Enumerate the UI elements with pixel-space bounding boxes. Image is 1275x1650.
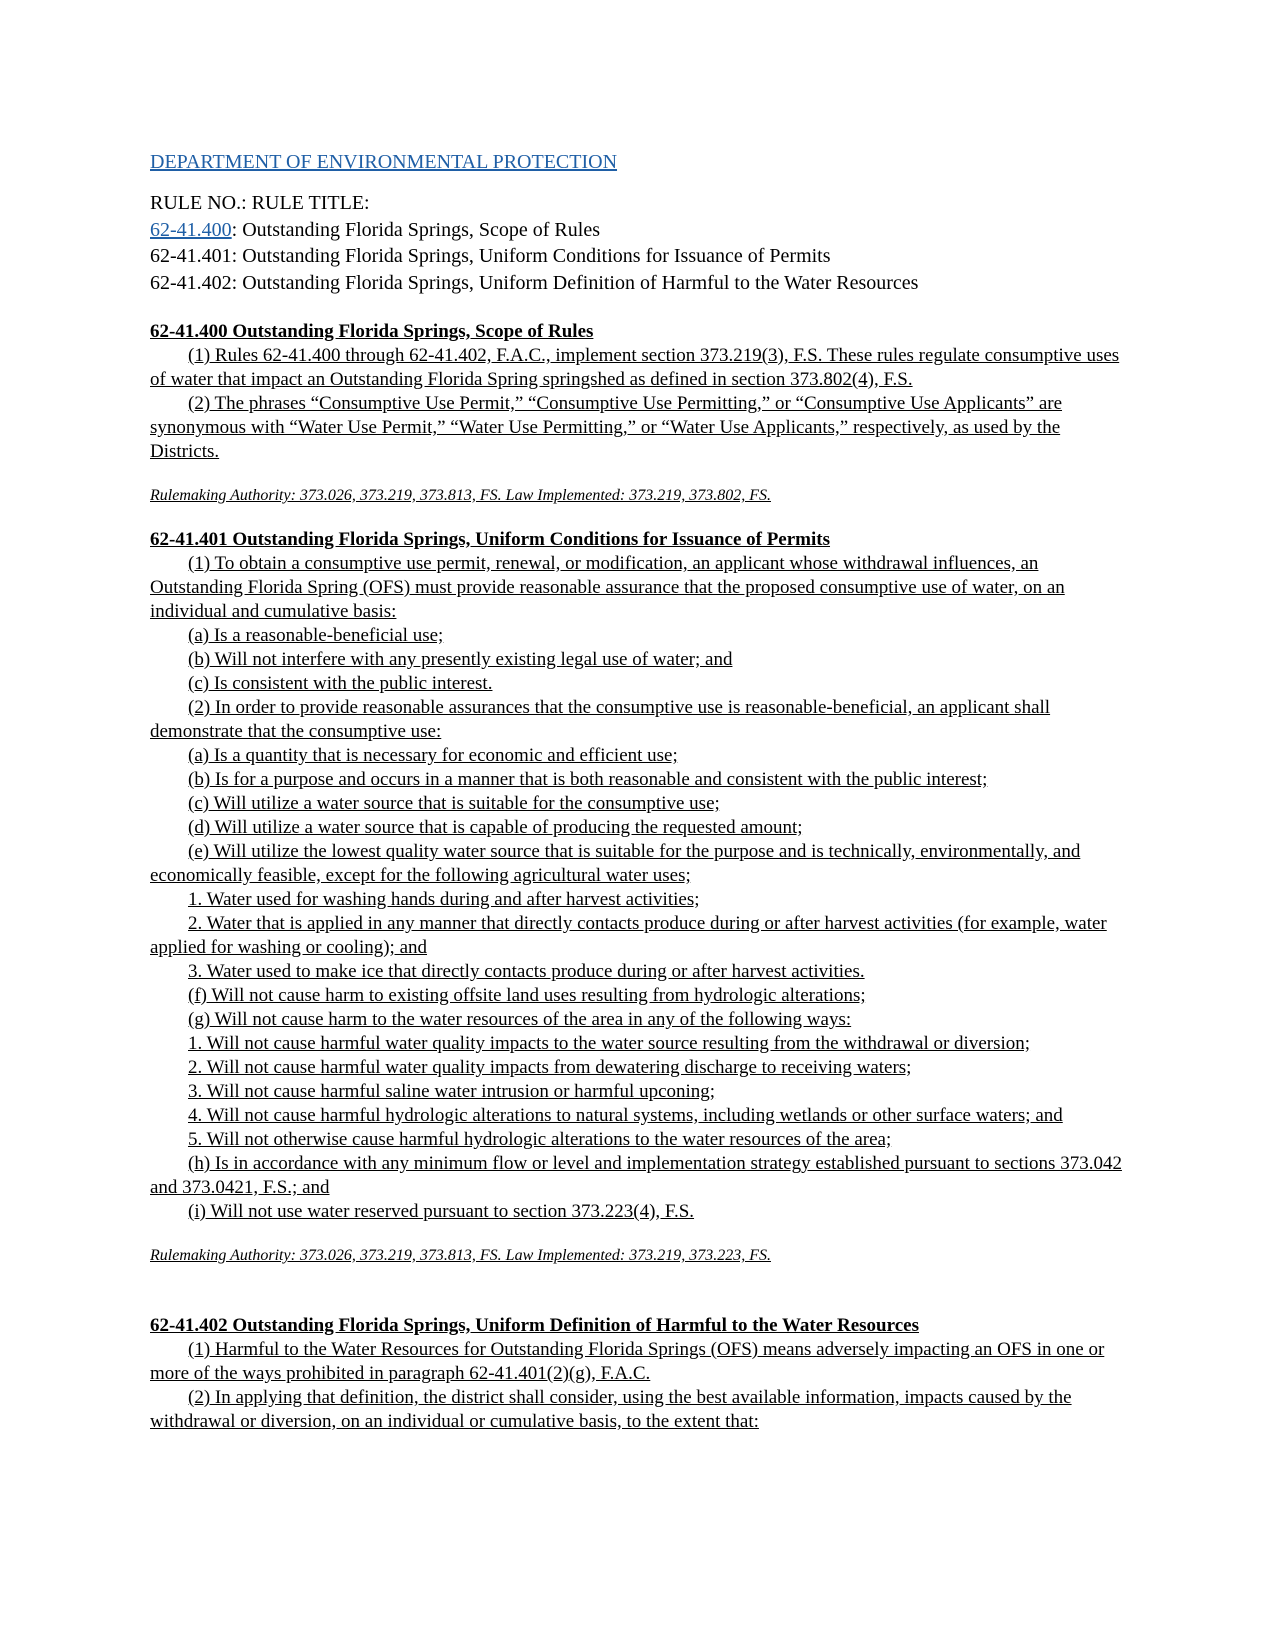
paragraph: 1. Water used for washing hands during and after harvest activities;: [188, 889, 700, 910]
rule-list-item: [150, 270, 1130, 297]
paragraph: (c) Is consistent with the public interest.: [188, 673, 493, 694]
paragraph: 4. Will not cause harmful hydrologic alterations to natural systems, including wetlands or other surface waters; and: [188, 1105, 1063, 1126]
paragraph: (e) Will utilize the lowest quality water source that is suitable for the purpose and is technically, environmentally, and economically feasible, except for the following agricultural water uses;: [150, 841, 1081, 886]
paragraph: (1) To obtain a consumptive use permit, renewal, or modification, an applicant whose withdrawal influences, an Outstanding Florida Spring (OFS) must provide reasonable assurance that the proposed consumptive use of water, on an individual and cumulative basis:: [150, 553, 1065, 622]
rule-title: : Outstanding Florida Springs, Uniform Definition of Harmful to the Water Resources: [231, 271, 919, 294]
rule-number: 62-41.401: [150, 245, 232, 267]
section-heading: 62-41.401 Outstanding Florida Springs, Uniform Conditions for Issuance of Permits: [150, 529, 831, 550]
department-link[interactable]: DEPARTMENT OF ENVIRONMENTAL PROTECTION: [150, 151, 618, 173]
paragraph: 2. Water that is applied in any manner that directly contacts produce during or after harvest activities (for example, water applied for washing or cooling); and: [150, 913, 1107, 958]
paragraph: (2) In applying that definition, the district shall consider, using the best available information, impacts caused by the withdrawal or diversion, on an individual or cumulative basis, to the extent that:: [150, 1387, 1072, 1432]
paragraph: (g) Will not cause harm to the water resources of the area in any of the following ways:: [188, 1009, 852, 1030]
paragraph: 1. Will not cause harmful water quality impacts to the water source resulting from the withdrawal or diversion;: [188, 1033, 1031, 1054]
section-62-41-400: [150, 320, 1130, 506]
rule-list: [150, 190, 1130, 296]
rule-list-header: RULE NO.: RULE TITLE:: [150, 192, 370, 214]
document-page: [150, 150, 1130, 1434]
paragraph: (2) In order to provide reasonable assurances that the consumptive use is reasonable-beneficial, an applicant shall demonstrate that the consumptive use:: [150, 697, 1051, 742]
rulemaking-authority: Rulemaking Authority: 373.026, 373.219, 373.813, FS. Law Implemented: 373.219, 373.223, FS.: [150, 1247, 771, 1264]
paragraph: (d) Will utilize a water source that is capable of producing the requested amount;: [188, 817, 803, 838]
paragraph: (2) The phrases “Consumptive Use Permit,” “Consumptive Use Permitting,” or “Consumptive Use Applicants” are synonymous with “Water Use Permit,” “Water Use Permitting,” or “Water Use Applicants,” respectively, as used by the Districts.: [150, 393, 1063, 462]
paragraph: (h) Is in accordance with any minimum flow or level and implementation strategy established pursuant to sections 373.042 and 373.0421, F.S.; and: [150, 1153, 1122, 1198]
section-heading: 62-41.400 Outstanding Florida Springs, Scope of Rules: [150, 321, 594, 342]
rulemaking-authority: Rulemaking Authority: 373.026, 373.219, 373.813, FS. Law Implemented: 373.219, 373.802, FS.: [150, 487, 771, 504]
paragraph: 2. Will not cause harmful water quality impacts from dewatering discharge to receiving waters;: [188, 1057, 912, 1078]
paragraph: 3. Water used to make ice that directly contacts produce during or after harvest activities.: [188, 961, 865, 982]
paragraph: 5. Will not otherwise cause harmful hydrologic alterations to the water resources of the area;: [188, 1129, 892, 1150]
rule-list-item: [150, 243, 1130, 270]
section-heading: 62-41.402 Outstanding Florida Springs, Uniform Definition of Harmful to the Water Resources: [150, 1315, 919, 1336]
paragraph: (f) Will not cause harm to existing offsite land uses resulting from hydrologic alterations;: [188, 985, 866, 1006]
paragraph: (b) Will not interfere with any presently existing legal use of water; and: [188, 649, 733, 670]
paragraph: (1) Rules 62-41.400 through 62-41.402, F.A.C., implement section 373.219(3), F.S. These rules regulate consumptive uses of water that impact an Outstanding Florida Spring springshed as defined in section 373.802(4), F.S.: [150, 345, 1120, 390]
rule-title: : Outstanding Florida Springs, Scope of Rules: [231, 218, 600, 241]
paragraph: (a) Is a reasonable-beneficial use;: [188, 625, 444, 646]
paragraph: (c) Will utilize a water source that is suitable for the consumptive use;: [188, 793, 720, 814]
paragraph: (a) Is a quantity that is necessary for economic and efficient use;: [188, 745, 678, 766]
paragraph: 3. Will not cause harmful saline water intrusion or harmful upconing;: [188, 1081, 716, 1102]
paragraph: (i) Will not use water reserved pursuant to section 373.223(4), F.S.: [188, 1201, 695, 1222]
paragraph: (1) Harmful to the Water Resources for Outstanding Florida Springs (OFS) means adversely impacting an OFS in one or more of the ways prohibited in paragraph 62-41.401(2)(g), F.A.C.: [150, 1339, 1105, 1384]
rule-number: 62-41.402: [150, 271, 232, 294]
rule-list-item: [150, 217, 1130, 244]
section-62-41-402: [150, 1314, 1130, 1434]
section-62-41-401: [150, 528, 1130, 1266]
paragraph: (b) Is for a purpose and occurs in a manner that is both reasonable and consistent with the public interest;: [188, 769, 988, 790]
rule-number-link[interactable]: 62-41.400: [150, 218, 232, 241]
rule-title: : Outstanding Florida Springs, Uniform Conditions for Issuance of Permits: [231, 245, 831, 267]
